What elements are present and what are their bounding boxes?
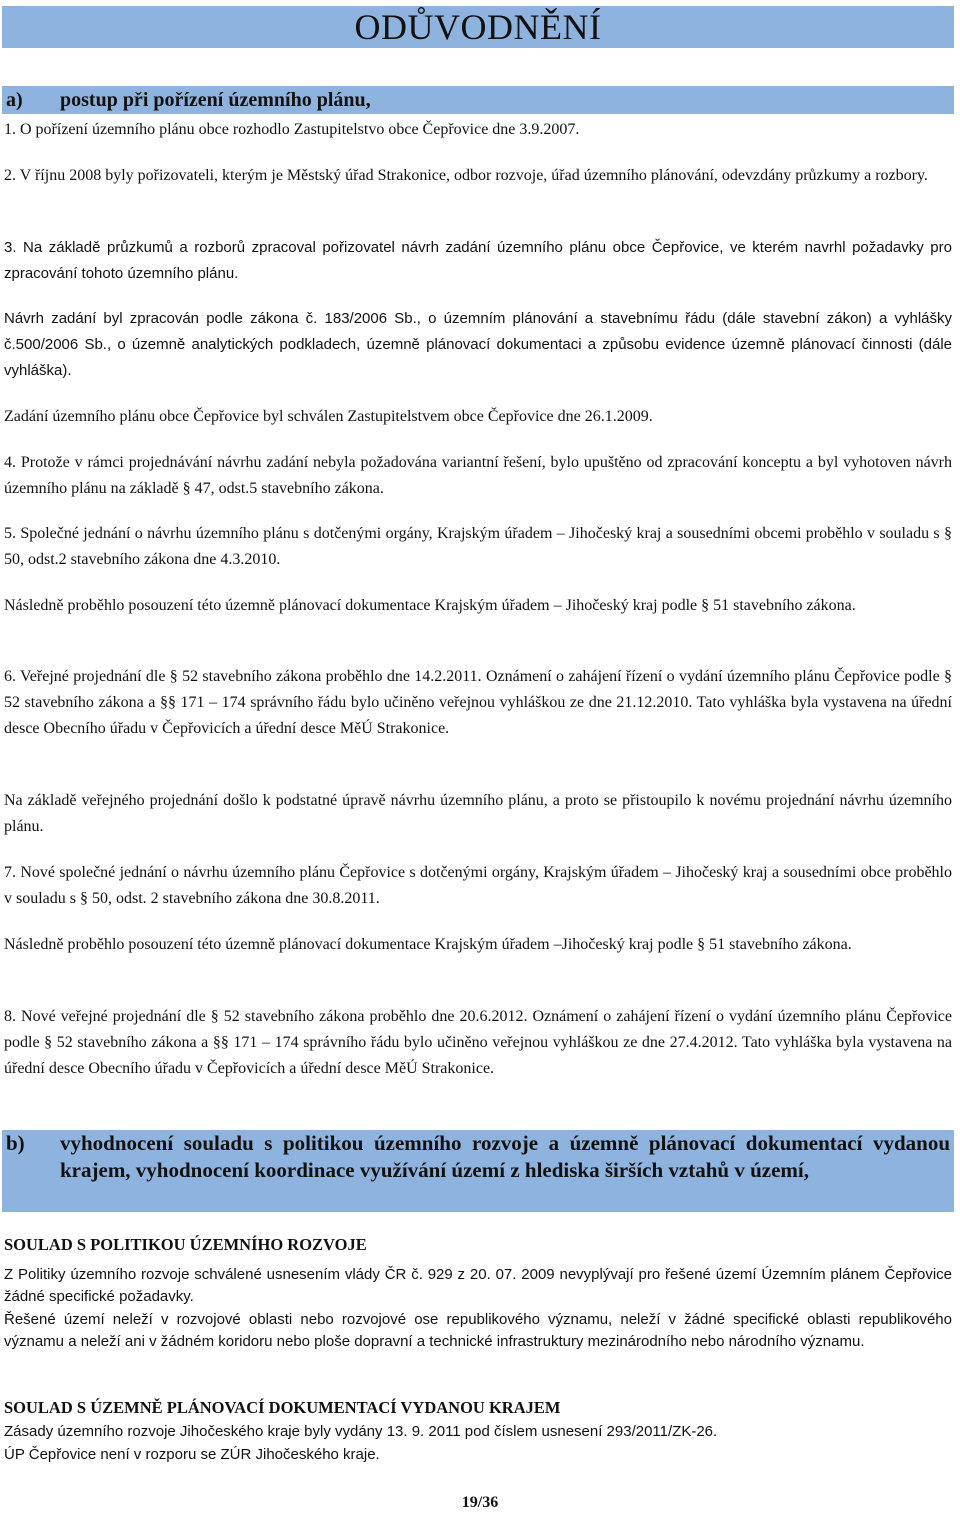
section-a-header (2, 86, 954, 114)
paragraph-3-zadani: Zadání územního plánu obce Čepřovice byl schválen Zastupitelstvem obce Čepřovice dne 26.1.2009. (4, 408, 653, 425)
soulad-upd-text-1: Zásady územního rozvoje Jihočeského kraje byly vydány 13. 9. 2011 pod číslem usnesení 293/2011/ZK-26. (4, 1423, 718, 1440)
paragraph-7: 7. Nové společné jednání o návrhu územního plánu Čepřovice s dotčenými orgány, Krajským úřadem – Jihočeský kraj a sousedními obce proběhlo v souladu s § 50, odst. 2 stavebního zákona dne 30.8.2011. (4, 864, 952, 907)
paragraph-5-posouzeni: Následně proběhlo posouzení této územně plánovací dokumentace Krajským úřadem – Jihočeský kraj podle § 51 stavebního zákona. (4, 597, 856, 614)
paragraph-4: 4. Protože v rámci projednávání návrhu zadání nebyla požadována variantní řešení, bylo upuštěno od zpracování konceptu a byl vyhotoven návrh územního plánu na základě § 47, odst.5 stavebního zákona. (4, 454, 952, 497)
page-title: ODŮVODNĚNÍ (2, 6, 954, 48)
paragraph-6: 6. Veřejné projednání dle § 52 stavebního zákona proběhlo dne 14.2.2011. Oznámení o zahájení řízení o vydání územního plánu Čepřovice podle § 52 stavebního zákona a §§ 171 – 174 správního řádu bylo učiněno veřejnou vyhláškou ze dne 21.12.2010. Tato vyhláška byla vystavena na úřední desce Obecního úřadu v Čepřovicích a úřední desce MěÚ Strakonice. (4, 668, 952, 737)
paragraph-2: 2. V říjnu 2008 byly pořizovateli, kterým je Městský úřad Strakonice, odbor rozvoje, úřad územního plánování, odevzdány průzkumy a rozbory. (4, 167, 928, 184)
paragraph-3: 3. Na základě průzkumů a rozborů zpracoval pořizovatel návrh zadání územního plánu obce Čepřovice, ve kterém navrhl požadavky pro zpracování tohoto územního plánu. (4, 239, 952, 282)
section-b-header (2, 1130, 954, 1212)
section-a-heading: postup při pořízení územního plánu, (60, 89, 371, 111)
section-a-letter: a) (6, 89, 23, 111)
paragraph-7-posouzeni: Následně proběhlo posouzení této územně plánovací dokumentace Krajským úřadem –Jihočeský kraj podle § 51 stavebního zákona. (4, 936, 852, 953)
paragraph-3-zakon: Návrh zadání byl zpracován podle zákona č. 183/2006 Sb., o územním plánování a stavebnímu řádu (dále stavební zákon) a vyhlášky č.500/2006 Sb., o územně analytických podkladech, územně plánovací dokumentaci a způsobu evidence územně plánovací činnosti (dále vyhláška). (4, 310, 952, 379)
soulad-upd-text-2: ÚP Čepřovice není v rozporu se ZÚR Jihočeského kraje. (4, 1446, 380, 1463)
paragraph-5: 5. Společné jednání o návrhu územního plánu s dotčenými orgány, Krajským úřadem – Jihočeský kraj a sousedními obcemi proběhlo v souladu s § 50, odst.2 stavebního zákona dne 4.3.2010. (4, 525, 952, 568)
paragraph-1: 1. O pořízení územního plánu obce rozhodlo Zastupitelstvo obce Čepřovice dne 3.9.2007. (4, 121, 580, 138)
paragraph-6-uprava: Na základě veřejného projednání došlo k podstatné úpravě návrhu územního plánu, a proto se přistoupilo k novému projednání návrhu územního plánu. (4, 792, 952, 835)
section-b-letter: b) (6, 1131, 25, 1155)
soulad-upd-heading: SOULAD S ÚZEMNĚ PLÁNOVACÍ DOKUMENTACÍ VYDANOU KRAJEM (4, 1398, 561, 1417)
section-b-heading: vyhodnocení souladu s politikou územního rozvoje a územně plánovací dokumentací vydanou krajem, vyhodnocení koordinace využívání území z hlediska širších vztahů v území, (60, 1131, 950, 1182)
soulad-politika-text-1: Z Politiky územního rozvoje schválené usnesením vlády ČR č. 929 z 20. 07. 2009 nevyplývají pro řešené území Územním plánem Čepřovice žádné specifické požadavky. (4, 1266, 952, 1305)
soulad-politika-heading: SOULAD S POLITIKOU ÚZEMNÍHO ROZVOJE (4, 1235, 367, 1254)
paragraph-8: 8. Nové veřejné projednání dle § 52 stavebního zákona proběhlo dne 20.6.2012. Oznámení o zahájení řízení o vydání územního plánu Čepřovice podle § 52 stavebního zákona a §§ 171 – 174 správního řádu bylo učiněno veřejnou vyhláškou ze dne 27.4.2012. Tato vyhláška byla vystavena na úřední desce Obecního úřadu v Čepřovicích a úřední desce MěÚ Strakonice. (4, 1008, 952, 1077)
soulad-politika-text-2: Řešené území neleží v rozvojové oblasti nebo rozvojové ose republikového významu, neleží v žádné specifické oblasti republikového významu a neleží ani v žádném koridoru nebo ploše dopravní a technické infrastruktury mezinárodního nebo národního významu. (4, 1311, 952, 1350)
page-number: 19/36 (461, 1494, 499, 1511)
